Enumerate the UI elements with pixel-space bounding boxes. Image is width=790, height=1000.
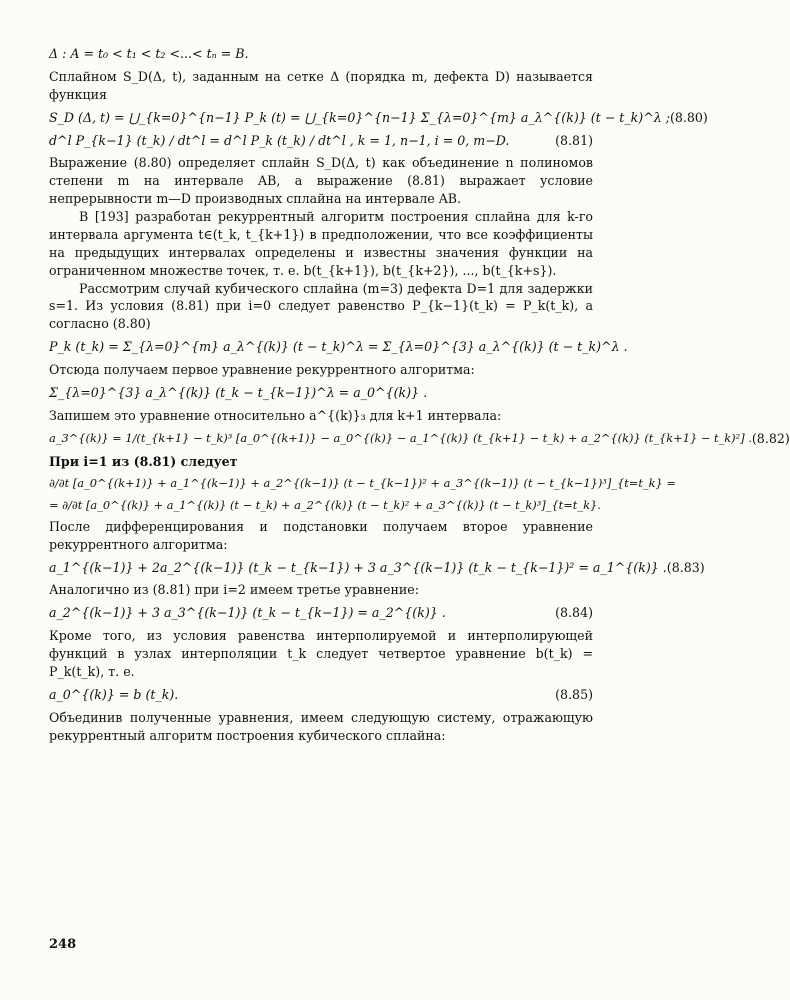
equation-8-85-number: (8.85) [555,686,593,702]
equation-8-85-formula: a_0^{(k)} = b (t_k). [49,686,179,702]
equation-8-85 [49,686,593,704]
equation-derivative-line-2: = ∂/∂t [a_0^{(k)} + a_1^{(k)} (t − t_k) + a_2^{(k)} (t − t_k)² + a_3^{(k)} (t − t_k)³]_{t=t_k}. [49,497,601,512]
equation-8-80-number: (8.80) [669,109,708,125]
grid-definition: Δ : A = t₀ < t₁ < t₂ <...< tₙ = B. [49,46,249,61]
equation-8-81-formula: d^l P_{k−1} (t_k) / dt^l = d^l P_k (t_k) / dt^l , k = 1, n−1, i = 0, m−D. [49,132,510,148]
paragraph-recurrent-algorithm: В [193] разработан рекуррентный алгоритм построения сплайна для k-го интервала аргумента t∈(t_k, t_{k+1}) в предположении, что все коэффициенты на предыдущих интервалах определены и известны значения функции на ограниченном множестве точек, т. е. b(t_{k+1}), b(t_{k+2}), ..., b(t_{k+s}). [49,209,593,278]
equation-derivative-line-1: ∂/∂t [a_0^{(k+1)} + a_1^{(k−1)} + a_2^{(k−1)} (t − t_{k−1})² + a_3^{(k−1)} (t − t_{k−1})³]_{t=t_k} = [49,476,676,491]
equation-8-81-number: (8.81) [555,132,593,148]
paragraph-second-equation: После дифференцирования и подстановки получаем второе уравнение рекуррентного алгоритма: [49,518,593,552]
equation-8-80-formula: S_D (Δ, t) = ⋃_{k=0}^{n−1} P_k (t) = ⋃_{k=0}^{n−1} Σ_{λ=0}^{m} a_λ^{(k)} (t − t_k)^λ ; [49,109,670,125]
equation-8-82-number: (8.82) [751,430,790,446]
paragraph-cubic-spline-case: Рассмотрим случай кубического сплайна (m=3) дефекта D=1 для задержки s=1. Из условия (8.81) при i=0 следует равенство P_{k−1}(t_k) = P_k(t_k), а согласно (8.80) [49,280,593,332]
equation-8-80 [49,109,708,127]
paragraph-rewrite: Запишем это уравнение относительно a^{(k)}₃ для k+1 интервала: [49,407,502,423]
paragraph-first-equation: Отсюда получаем первое уравнение рекуррентного алгоритма: [49,362,475,377]
paragraph-i-equals-1 [49,453,593,471]
equation-8-84-number: (8.84) [555,605,593,621]
paragraph-expression-meaning: Выражение (8.80) определяет сплайн S_D(Δ, t) как объединение n полиномов степени m на интервале AB, а выражение (8.81) выражает условие непрерывности m—D производных сплайна на интервале AB. [49,155,593,207]
equation-8-83-number: (8.83) [666,559,705,575]
equation-pk: P_k (t_k) = Σ_{λ=0}^{m} a_λ^{(k)} (t − t_k)^λ = Σ_{λ=0}^{3} a_λ^{(k)} (t − t_k)^λ . [49,339,628,355]
page-number: 248 [49,937,77,952]
paragraph-system: Объединив полученные уравнения, имеем следующую систему, отражающую рекуррентный алгоритм построения кубического сплайна: [49,709,593,743]
equation-8-84-formula: a_2^{(k−1)} + 3 a_3^{(k−1)} (t_k − t_{k−1}) = a_2^{(k)} . [49,605,446,621]
equation-8-84 [49,604,593,622]
paragraph-fourth-equation: Кроме того, из условия равенства интерполируемой и интерполирующей функций в узлах интерполяции t_k следует четвертое уравнение b(t_k) = P_k(t_k), т. е. [49,628,593,679]
equation-8-83 [49,559,705,577]
equation-8-82-formula: a_3^{(k)} = 1/(t_{k+1} − t_k)³ [a_0^{(k+1)} − a_0^{(k)} − a_1^{(k)} (t_{k+1} − t_k) + a_2^{(k)} (t_{k+1} − t_k)²] . [49,431,752,446]
paragraph-i-equals-1-text: При i=1 из (8.81) следует [49,453,238,469]
spline-definition-paragraph: Сплайном S_D(Δ, t), заданным на сетке Δ (порядка m, дефекта D) называется функция [49,68,593,102]
equation-8-81 [49,132,593,150]
paragraph-third-equation: Аналогично из (8.81) при i=2 имеем третье уравнение: [49,582,419,598]
equation-8-83-formula: a_1^{(k−1)} + 2a_2^{(k−1)} (t_k − t_{k−1}) + 3 a_3^{(k−1)} (t_k − t_{k−1})² = a_1^{(k)} . [49,559,667,575]
equation-first: Σ_{λ=0}^{3} a_λ^{(k)} (t_k − t_{k−1})^λ = a_0^{(k)} . [49,384,428,400]
equation-8-82 [49,430,790,448]
